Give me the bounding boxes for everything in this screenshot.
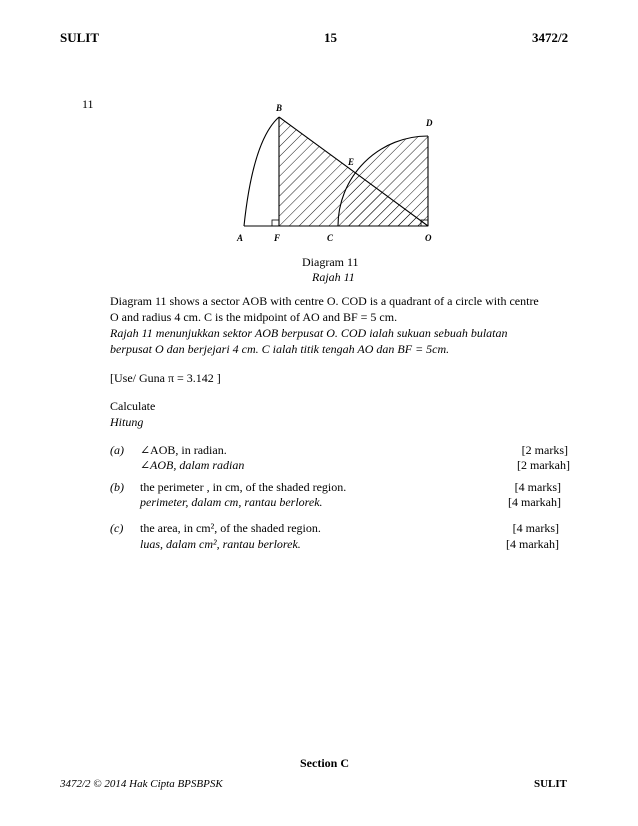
part-c-ms: luas, dalam cm², rantau berlorek. <box>140 537 301 551</box>
label-b: B <box>276 103 283 113</box>
label-a: A <box>237 233 244 243</box>
part-b-label: (b) <box>110 480 124 494</box>
shaded-quadrant-cod <box>346 136 428 226</box>
label-e: E <box>348 157 355 167</box>
right-angle-f <box>272 220 279 226</box>
footer-left: 3472/2 © 2014 Hak Cipta BPSBPSK <box>60 778 223 790</box>
question-number: 11 <box>82 97 94 111</box>
header-right: 3472/2 <box>532 30 569 45</box>
intro-ms-line1: Rajah 11 menunjukkan sektor AOB berpusat O. COD ialah sukuan sebuah bulatan <box>110 326 508 340</box>
label-c: C <box>327 233 334 243</box>
part-a-en: ∠AOB, in radian. <box>140 443 227 457</box>
footer-right: SULIT <box>534 778 568 790</box>
arc-ab <box>244 117 279 226</box>
diagram-11 <box>230 95 445 250</box>
label-d: D <box>426 118 433 128</box>
header-left: SULIT <box>60 30 100 45</box>
use-pi: [Use/ Guna π = 3.142 ] <box>110 371 221 385</box>
part-a-marks-en: [2 marks] <box>521 443 568 457</box>
part-a-label: (a) <box>110 443 124 457</box>
diagram-caption: Diagram 11 <box>302 255 359 269</box>
part-c-marks-ms: [4 markah] <box>506 537 559 551</box>
part-c-en: the area, in cm², of the shaded region. <box>140 521 321 535</box>
intro-en-line1: Diagram 11 shows a sector AOB with centre O. COD is a quadrant of a circle with centre <box>110 294 539 308</box>
intro-ms-line2: berpusat O dan berjejari 4 cm. C ialah titik tengah AO dan BF = 5cm. <box>110 342 450 356</box>
part-a-ms: ∠AOB, dalam radian <box>140 458 245 472</box>
part-c-label: (c) <box>110 521 124 535</box>
label-f: F <box>274 233 281 243</box>
part-b-marks-ms: [4 markah] <box>508 495 561 509</box>
section-heading: Section C <box>300 756 349 770</box>
part-b-ms: perimeter, dalam cm, rantau berlorek. <box>140 495 323 509</box>
diagram-caption-malay: Rajah 11 <box>312 270 355 284</box>
calculate-en: Calculate <box>110 399 156 413</box>
part-a-marks-ms: [2 markah] <box>517 458 570 472</box>
part-c-marks-en: [4 marks] <box>512 521 559 535</box>
intro-en-line2: O and radius 4 cm. C is the midpoint of AO and BF = 5 cm. <box>110 310 398 324</box>
calculate-ms: Hitung <box>110 415 144 429</box>
part-b-en: the perimeter , in cm, of the shaded region. <box>140 480 347 494</box>
page-number: 15 <box>324 30 337 45</box>
label-o: O <box>425 233 432 243</box>
part-b-marks-en: [4 marks] <box>514 480 561 494</box>
